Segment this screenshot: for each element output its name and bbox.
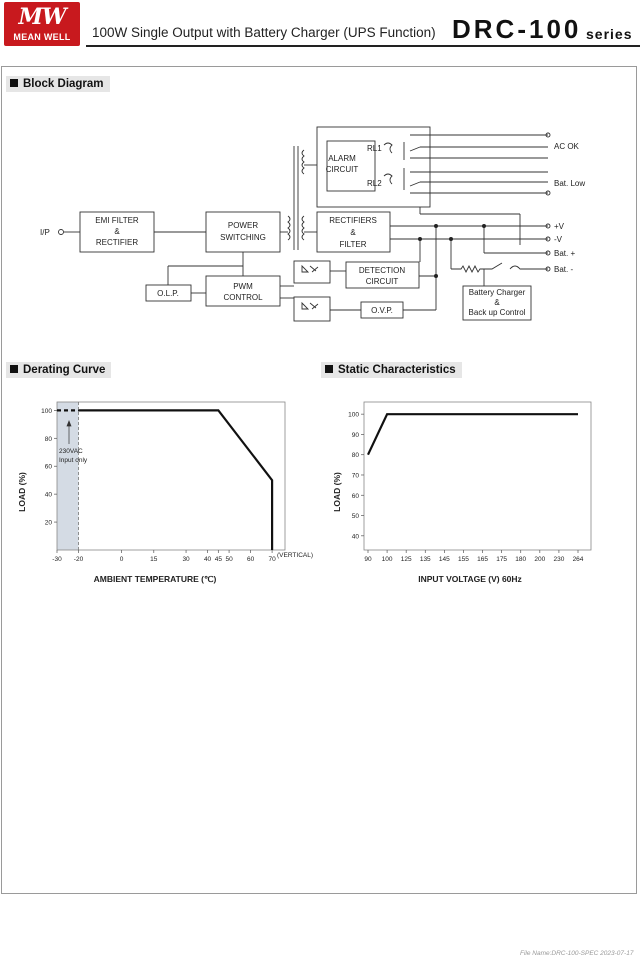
minus-v-label: -V	[554, 235, 562, 244]
y-tick-label: 80	[351, 452, 359, 460]
x-tick-label: 135	[419, 556, 431, 563]
pwm-line-2: CONTROL	[223, 293, 263, 302]
x-tick-label: 90	[364, 556, 372, 563]
static-ylabel: LOAD (%)	[332, 472, 342, 512]
alarm-line-1: ALARM	[328, 154, 356, 163]
annotation-line-2: Input only	[59, 457, 88, 464]
y-tick-label: 20	[44, 519, 52, 527]
pwm-line-1: PWM	[233, 282, 253, 291]
ovp-label: O.V.P.	[371, 306, 393, 315]
x-tick-label: 145	[438, 556, 450, 563]
derating-ylabel: LOAD (%)	[17, 472, 27, 512]
input-label: I/P	[40, 228, 50, 237]
rectifiers-line-1: RECTIFIERS	[329, 216, 377, 225]
power-switching-line-2: SWITCHING	[220, 233, 266, 242]
heading-text: Static Characteristics	[338, 364, 456, 376]
document-title: 100W Single Output with Battery Charger (UPS Function)	[92, 25, 436, 40]
x-suffix-label: (VERTICAL)	[277, 552, 313, 559]
heading-text: Derating Curve	[23, 364, 106, 376]
x-tick-label: -30	[52, 556, 62, 563]
static-xlabel: INPUT VOLTAGE (V) 60Hz	[418, 574, 522, 584]
static-characteristics-heading	[321, 362, 462, 378]
static-characteristics-chart	[320, 385, 638, 595]
x-tick-label: 70	[268, 556, 276, 563]
bat-low-label: Bat. Low	[554, 179, 586, 188]
x-tick-label: 200	[534, 556, 546, 563]
x-tick-label: 15	[150, 556, 158, 563]
battery-charger-line-3: Back up Control	[468, 308, 526, 317]
x-tick-label: 60	[246, 556, 255, 563]
battery-charger-line-1: Battery Charger	[468, 288, 526, 297]
alarm-line-2: CIRCUIT	[325, 165, 359, 174]
heading-text: Block Diagram	[23, 78, 104, 90]
x-tick-label: 30	[182, 556, 190, 563]
detection-line-2: CIRCUIT	[365, 277, 399, 286]
logo-mark: MW	[18, 4, 66, 30]
rl1-label: RL1	[367, 144, 382, 153]
heading-bullet	[325, 365, 333, 373]
y-tick-label: 40	[44, 491, 52, 499]
emi-line-3: RECTIFIER	[95, 238, 139, 247]
x-tick-label: 175	[496, 556, 508, 563]
series-label: series	[586, 26, 633, 42]
x-tick-label: 155	[458, 556, 469, 563]
derating-curve-heading	[6, 362, 111, 378]
power-switching-line-1: POWER	[227, 221, 259, 230]
olp-label: O.L.P.	[157, 289, 179, 298]
heading-bullet	[10, 365, 18, 373]
y-tick-label: 80	[44, 435, 52, 443]
y-tick-label: 100	[41, 407, 52, 415]
detection-line-1: DETECTION	[358, 266, 406, 275]
x-tick-label: 264	[572, 556, 584, 563]
annotation-line-1: 230VAC	[59, 448, 83, 455]
model-number: DRC-100	[452, 14, 582, 44]
x-tick-label: 50	[225, 556, 233, 563]
bat-minus-label: Bat. -	[554, 265, 574, 274]
file-footer: File Name:DRC-100-SPEC 2023-07-17	[520, 950, 634, 957]
y-tick-label: 40	[351, 533, 359, 541]
y-tick-label: 50	[351, 513, 359, 521]
ac-ok-label: AC OK	[554, 142, 579, 151]
y-tick-label: 60	[351, 492, 359, 500]
static-plot-frame	[364, 402, 591, 550]
logo-name: MEAN WELL	[13, 32, 71, 42]
rectifiers-line-2: &	[350, 228, 356, 237]
power-switching-box	[206, 212, 280, 252]
derating-xlabel: AMBIENT TEMPERATURE (℃)	[93, 574, 217, 584]
emi-line-1: EMI FILTER	[95, 216, 139, 225]
x-tick-label: 45	[214, 556, 222, 563]
y-tick-label: 100	[348, 411, 359, 419]
x-tick-label: 230	[553, 556, 565, 563]
x-tick-label: 180	[515, 556, 527, 563]
plus-v-label: +V	[554, 222, 565, 231]
derating-plot-frame	[57, 402, 285, 550]
battery-charger-line-2: &	[494, 298, 500, 307]
x-tick-label: 0	[119, 556, 124, 563]
x-tick-label: 125	[400, 556, 412, 563]
rl2-label: RL2	[367, 179, 382, 188]
x-tick-label: 40	[203, 556, 212, 563]
x-tick-label: -20	[73, 556, 84, 563]
rectifiers-line-3: FILTER	[339, 240, 367, 249]
derating-load-line	[79, 410, 273, 550]
bat-plus-label: Bat. +	[554, 249, 576, 258]
emi-line-2: &	[114, 227, 120, 236]
static-load-line	[368, 414, 578, 455]
x-tick-label: 100	[381, 556, 393, 563]
y-tick-label: 90	[351, 431, 359, 439]
y-tick-label: 60	[44, 463, 52, 471]
y-tick-label: 70	[351, 472, 359, 480]
derating-curve-chart	[0, 385, 318, 595]
x-tick-label: 165	[477, 556, 488, 563]
block-diagram	[0, 0, 640, 360]
